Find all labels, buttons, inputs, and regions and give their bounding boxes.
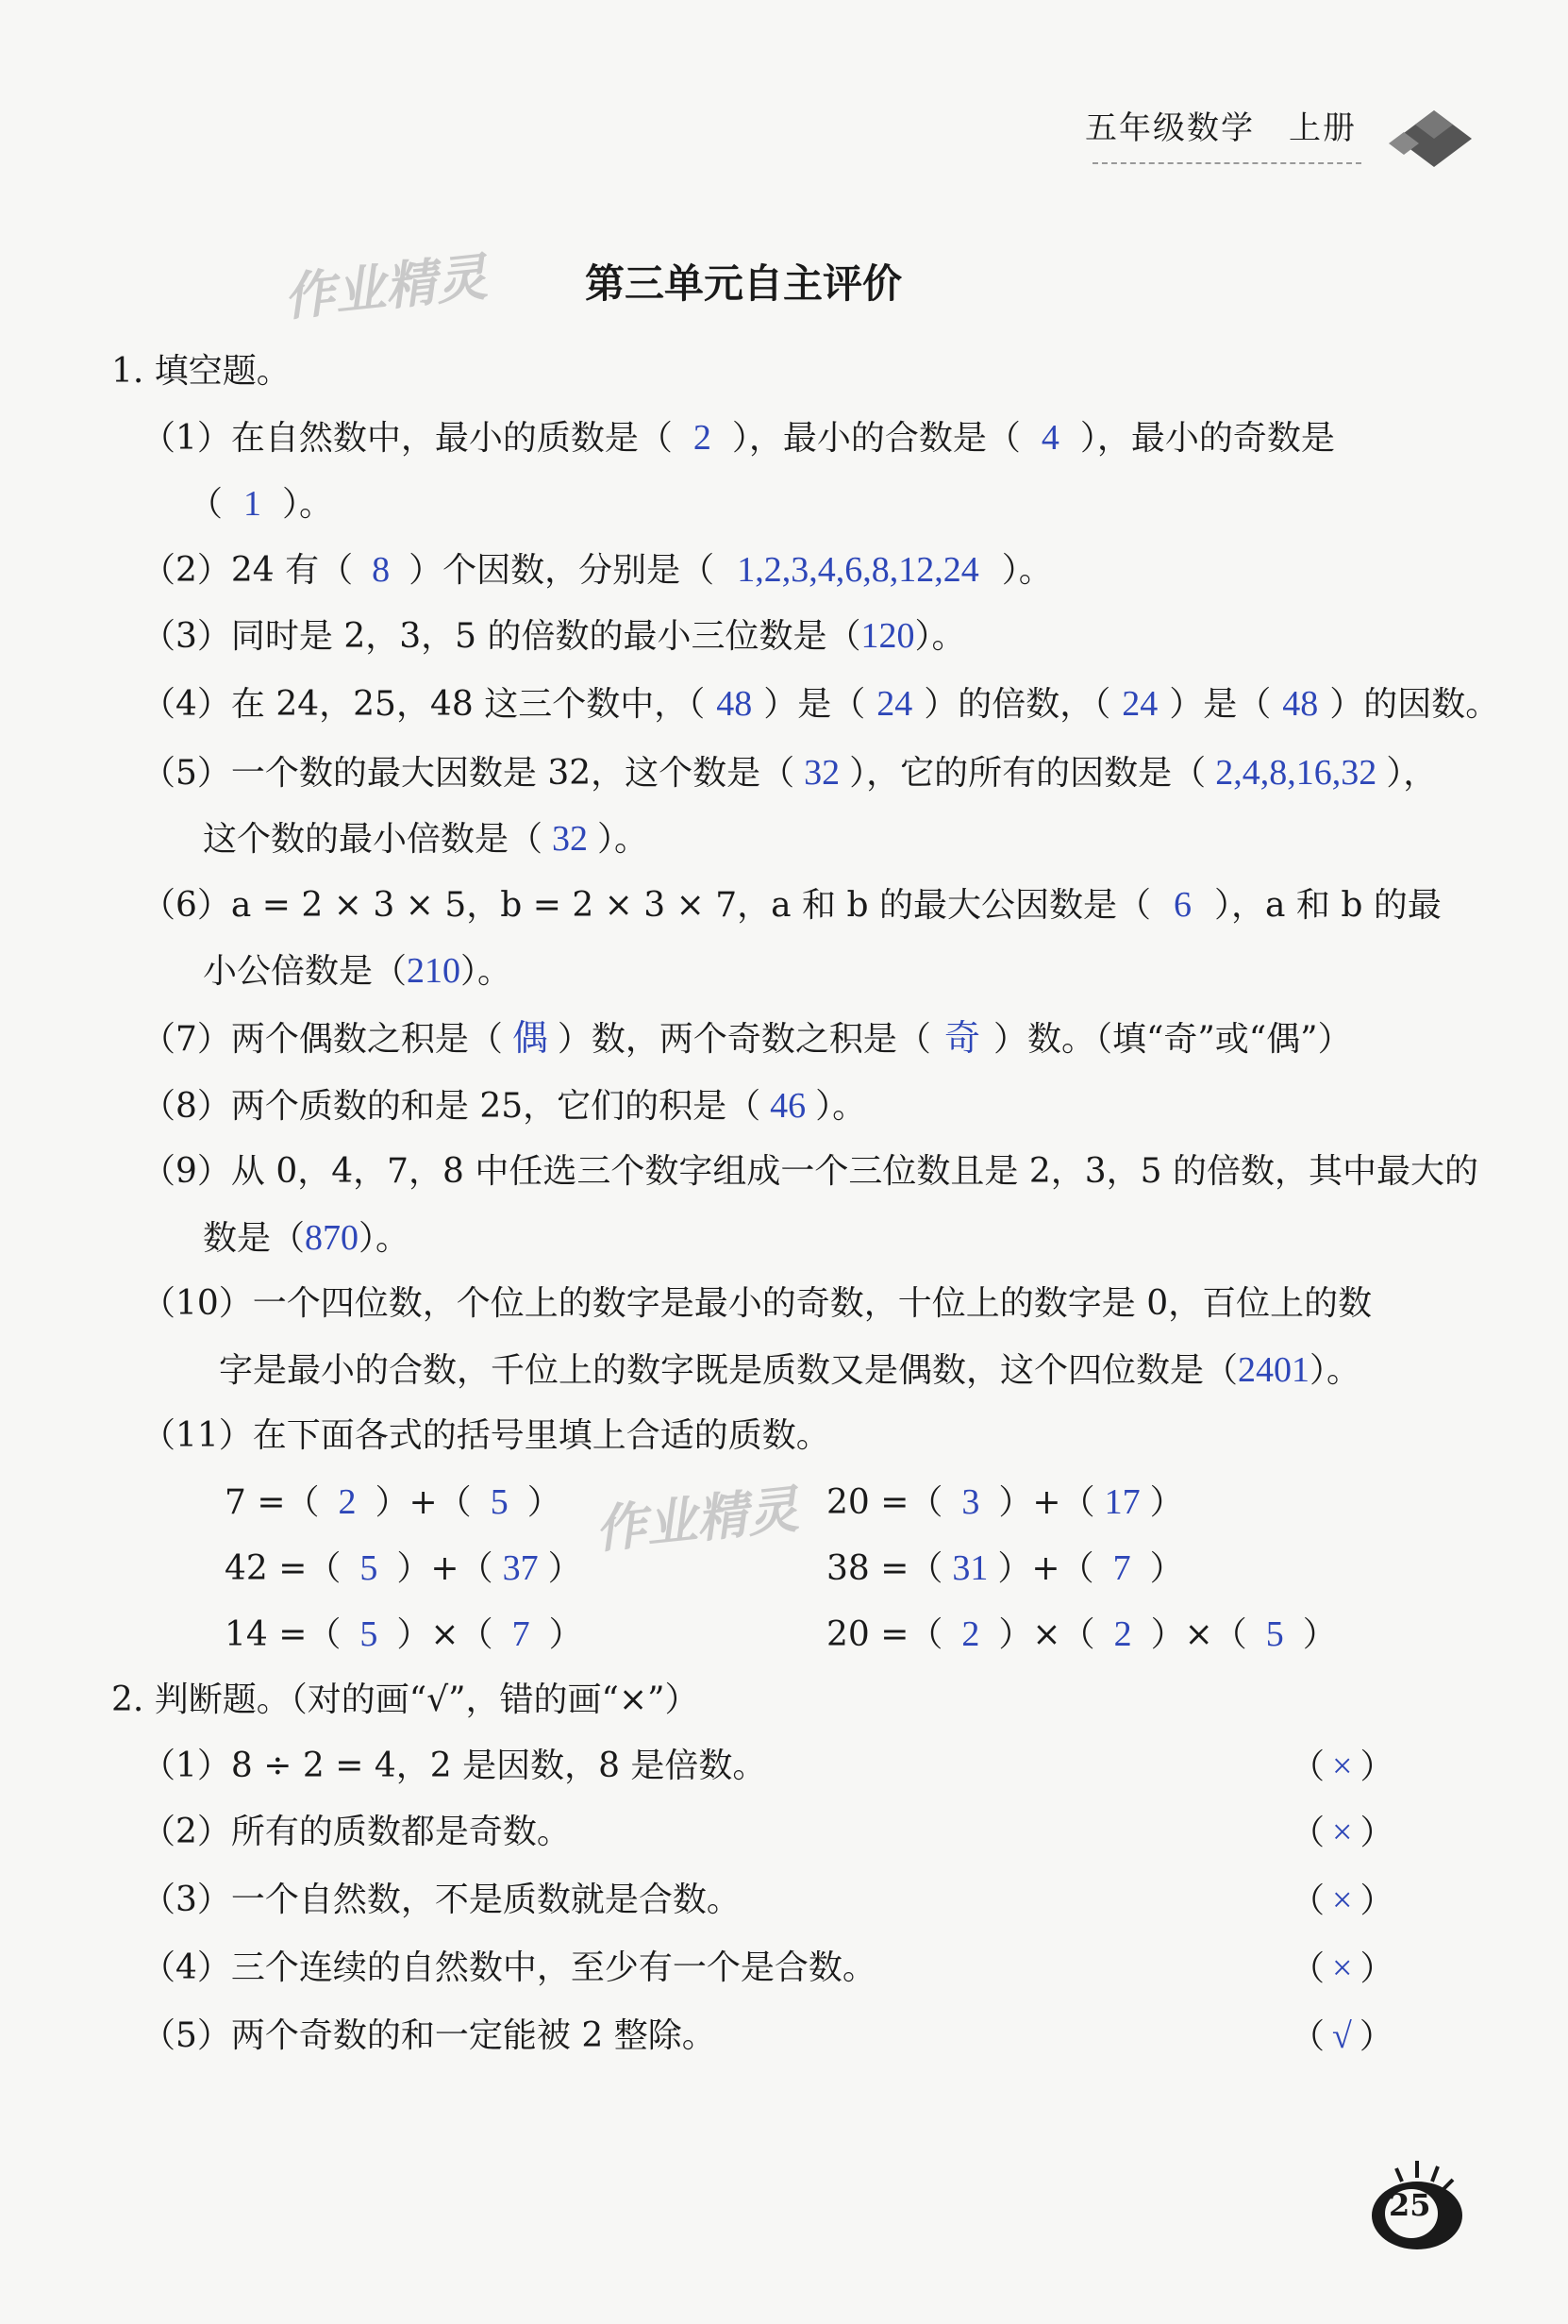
eq-7-ans-y: 5: [490, 1482, 509, 1522]
judge-item-2-rp: ）: [1359, 1814, 1394, 1852]
judge-item-5-answer: √: [1332, 2016, 1352, 2056]
eq-14-ans-x: 5: [359, 1614, 378, 1654]
q4-answer-2: 24: [876, 684, 913, 724]
q4-text-d: ）是（: [1169, 685, 1272, 724]
q4-answer-4: 48: [1282, 684, 1319, 724]
eq-7-lhs: 7 =（: [225, 1483, 320, 1522]
q5-text-b: ），它的所有的因数是（: [849, 754, 1207, 793]
judge-item-4-rp: ）: [1359, 1949, 1394, 1988]
eq-20-sum-ans-y: 17: [1104, 1482, 1141, 1522]
q1-line2: [189, 481, 333, 527]
q9-text-b: 数是（: [203, 1219, 306, 1258]
watermark-top: 作业精灵: [280, 246, 491, 328]
q3-answer-1: 120: [860, 616, 915, 656]
eq-38-end: ）: [1149, 1549, 1184, 1588]
judge-item-3-lp: （: [1291, 1881, 1326, 1920]
eq-7-ans-x: 2: [338, 1482, 357, 1522]
eq-20-sum: [826, 1480, 1184, 1526]
q4-text-c: ）的倍数，（: [924, 685, 1111, 724]
judge-item-1-rp: ）: [1359, 1747, 1394, 1786]
eq-20-product-op: ）×（: [998, 1615, 1095, 1654]
q6-answer-1: 6: [1173, 885, 1192, 925]
q6-answer-2: 210: [407, 951, 461, 991]
eq-20-product-ans-y: 2: [1113, 1614, 1132, 1654]
q5-answer-3: 32: [552, 819, 589, 859]
q7-answer-2: 奇: [943, 1019, 980, 1059]
judge-item-1-answer: ×: [1332, 1747, 1353, 1786]
q4-line: [142, 681, 1499, 727]
q10-line2: [219, 1347, 1360, 1394]
eq-20-product-ans-z: 5: [1265, 1614, 1284, 1654]
q1-answer-1: 2: [692, 418, 711, 458]
eq-42: [225, 1546, 582, 1592]
eq-42-op: ）+（: [396, 1549, 493, 1588]
q6-text-d: ）。: [460, 952, 512, 991]
eq-38: [826, 1546, 1184, 1592]
q11-heading: （11）在下面各式的括号里填上合适的质数。: [142, 1416, 830, 1455]
eq-7: [225, 1480, 561, 1526]
eq-20-sum-op: ）+（: [998, 1483, 1095, 1522]
eq-20-sum-end: ）: [1149, 1483, 1184, 1522]
eq-38-ans-y: 7: [1112, 1548, 1131, 1588]
eq-42-ans-x: 5: [359, 1548, 378, 1588]
q8-answer-1: 46: [770, 1086, 807, 1126]
q2-text-a: （2）24 有（: [142, 551, 354, 590]
q6-line1: [142, 882, 1442, 928]
eq-42-end: ）: [547, 1549, 582, 1588]
q5-answer-2: 2,4,8,16,32: [1215, 753, 1377, 793]
judge-item-3-answer: ×: [1332, 1881, 1353, 1920]
q7-text-c: ）数。（填“奇”或“偶”）: [993, 1020, 1352, 1059]
judge-item-5-lp: （: [1291, 2017, 1326, 2056]
eq-20-product-ans-x: 2: [961, 1614, 980, 1654]
q9-line2: [203, 1215, 409, 1262]
eq-20-product-op2: ）×（: [1150, 1615, 1247, 1654]
q4-answer-1: 48: [716, 684, 753, 724]
q2-line: [142, 547, 1053, 594]
q6-text-a: （6）a = 2 × 3 × 5，b = 2 × 3 × 7，a 和 b 的最大公因数是（: [142, 886, 1151, 925]
eq-38-ans-x: 31: [952, 1548, 989, 1588]
judge-item-5-mark: [1291, 2014, 1393, 2060]
header-divider: [1093, 162, 1361, 164]
q8-text-b: ）。: [815, 1087, 867, 1126]
q5-line1: [142, 750, 1437, 796]
judge-item-5-text: （5）两个奇数的和一定能被 2 整除。: [142, 2016, 716, 2055]
q6-line2: [203, 948, 511, 995]
q2-text-b: ）个因数，分别是（: [409, 551, 715, 590]
q4-text-b: ）是（: [763, 685, 866, 724]
q4-answer-3: 24: [1122, 684, 1159, 724]
judge-item-2-answer: ×: [1332, 1813, 1353, 1852]
eq-20-sum-ans-x: 3: [961, 1482, 980, 1522]
judge-item-2-mark: [1291, 1810, 1393, 1856]
eq-14-ans-y: 7: [511, 1614, 530, 1654]
eq-14-lhs: 14 =（: [225, 1615, 342, 1654]
eq-14-end: ）: [548, 1615, 583, 1654]
eq-20-sum-lhs: 20 =（: [826, 1483, 943, 1522]
eq-42-ans-y: 37: [502, 1548, 539, 1588]
q4-text-e: ）的因数。: [1329, 685, 1500, 724]
judge-item-2-lp: （: [1291, 1814, 1326, 1852]
q7-line: [142, 1016, 1352, 1062]
judge-item-1-text: （1）8 ÷ 2 = 4，2 是因数，8 是倍数。: [142, 1747, 767, 1785]
q9-answer-1: 870: [305, 1218, 359, 1258]
section1-heading: 1. 填空题。: [111, 352, 291, 391]
q1-text-b: ），最小的合数是（: [731, 419, 1021, 458]
eq-38-lhs: 38 =（: [826, 1549, 943, 1588]
watermark-middle: 作业精灵: [592, 1479, 802, 1561]
judge-item-4-text: （4）三个连续的自然数中，至少有一个是合数。: [142, 1948, 876, 1987]
eq-14-op: ）×（: [396, 1615, 493, 1654]
book-header: 五年级数学 上册: [1085, 109, 1357, 147]
q2-answer-2: 1,2,3,4,6,8,12,24: [737, 550, 979, 590]
eq-20-product: [826, 1612, 1337, 1658]
judge-item-2-text: （2）所有的质数都是奇数。: [142, 1813, 571, 1851]
judge-item-4-lp: （: [1291, 1949, 1326, 1988]
judge-item-4-mark: [1291, 1946, 1393, 1992]
q6-text-b: ），a 和 b 的最: [1213, 886, 1442, 925]
q5-text-d: 这个数的最小倍数是（: [203, 820, 543, 859]
q5-text-c: ），: [1386, 754, 1438, 793]
q5-text-e: ）。: [597, 820, 649, 859]
q1-text-e: ）。: [282, 485, 334, 524]
page-number: 25: [1389, 2187, 1431, 2223]
q7-text-a: （7）两个偶数之积是（: [142, 1020, 503, 1059]
q10-text-b: 字是最小的合数，千位上的数字既是质数又是偶数，这个四位数是（: [219, 1351, 1239, 1390]
section2-heading: 2. 判断题。（对的画“√”，错的画“×”）: [111, 1680, 699, 1719]
q5-line2: [203, 816, 648, 862]
q3-text-a: （3）同时是 2，3，5 的倍数的最小三位数是（: [142, 617, 861, 656]
eq-7-op: ）+（: [375, 1483, 472, 1522]
q2-text-c: ）。: [1001, 551, 1053, 590]
eq-38-op: ）+（: [997, 1549, 1094, 1588]
eq-20-product-lhs: 20 =（: [826, 1615, 943, 1654]
judge-item-4-answer: ×: [1332, 1948, 1353, 1988]
q10-line1: （10）一个四位数，个位上的数字是最小的奇数，十位上的数字是 0，百位上的数: [142, 1284, 1373, 1323]
q1-answer-2: 4: [1041, 418, 1059, 458]
judge-item-1-lp: （: [1291, 1747, 1326, 1786]
judge-item-3-rp: ）: [1359, 1881, 1394, 1920]
q6-text-c: 小公倍数是（: [203, 952, 408, 991]
q1-text-c: ），最小的奇数是: [1079, 419, 1335, 458]
eq-42-lhs: 42 =（: [225, 1549, 342, 1588]
q3-line: [142, 613, 966, 660]
judge-item-3-text: （3）一个自然数，不是质数就是合数。: [142, 1881, 741, 1919]
judge-item-1-mark: [1291, 1744, 1393, 1790]
eq-14: [225, 1612, 583, 1658]
eq-20-product-end: ）: [1302, 1615, 1337, 1654]
q8-line: [142, 1083, 866, 1129]
diamond-logo-icon: [1377, 106, 1491, 172]
page-title: 第三单元自主评价: [585, 260, 903, 307]
eq-7-end: ）: [526, 1483, 561, 1522]
q9-line1: （9）从 0，4，7，8 中任选三个数字组成一个三位数且是 2，3，5 的倍数，其中最大的: [142, 1152, 1479, 1191]
q10-text-c: ）。: [1309, 1351, 1361, 1390]
q5-answer-1: 32: [804, 753, 841, 793]
q1-line1: [142, 415, 1335, 461]
q7-answer-1: 偶: [511, 1019, 548, 1059]
q5-text-a: （5）一个数的最大因数是 32，这个数是（: [142, 754, 795, 793]
q4-text-a: （4）在 24，25，48 这三个数中，（: [142, 685, 706, 724]
q1-answer-3: 1: [243, 484, 262, 524]
q1-text-a: （1）在自然数中，最小的质数是（: [142, 419, 673, 458]
q10-answer-1: 2401: [1238, 1350, 1310, 1390]
q9-text-c: ）。: [359, 1219, 410, 1258]
q8-text-a: （8）两个质数的和是 25，它们的积是（: [142, 1087, 761, 1126]
q3-text-b: ）。: [914, 617, 966, 656]
q1-text-d: （: [189, 485, 224, 524]
judge-item-5-rp: ）: [1359, 2017, 1393, 2056]
q7-text-b: ）数，两个奇数之积是（: [557, 1020, 931, 1059]
judge-item-3-mark: [1291, 1878, 1393, 1924]
q2-answer-1: 8: [372, 550, 391, 590]
